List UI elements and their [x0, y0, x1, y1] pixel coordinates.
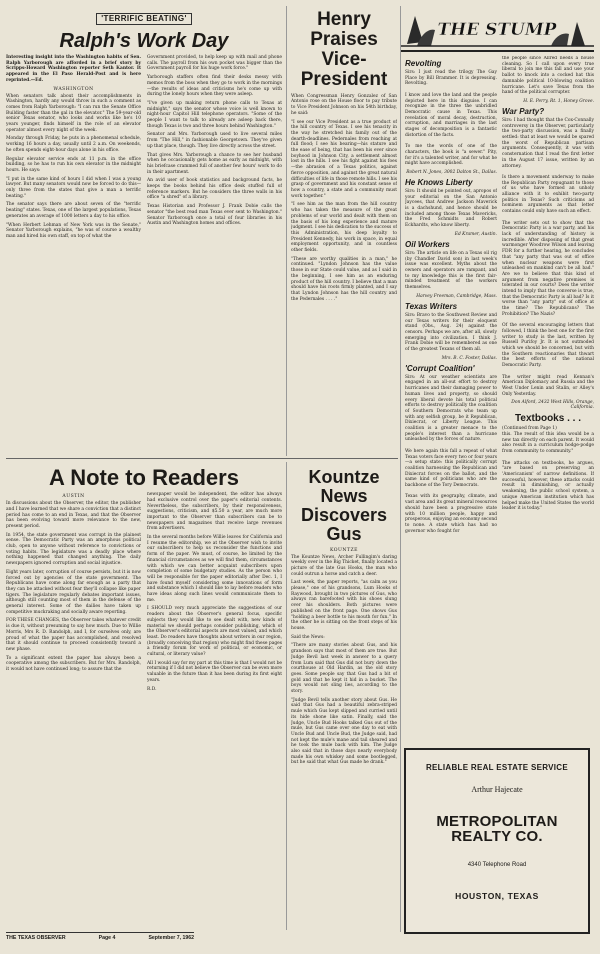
- letter-body: the people since Allred needs a house cleaning. So I call upon every true liberal to join me this fall and use your ballot to knock into a cocked hat this damnable political 10-blowing coalition hurricane. Let's save Texas from the hand of the political corrupter.: [502, 56, 594, 96]
- note-paragraph: I SHOULD very much appreciate the suggestions of our readers about the Observer's general focus, specific subjects they would like to see dealt with, new kinds of material we should perhaps consider publishing, which of the Observer's editorial aspects are most valued, and which least. Do readers have thoughts about writers in our region, (broadly conceiving that region) who might find these pages a friendly forum for work of political, or economic, or cultural, or literary value?: [147, 606, 282, 658]
- kountze-paragraph: Said the News:: [291, 634, 325, 640]
- ad-firm-name: METROPOLITAN REALTY CO.: [436, 813, 558, 845]
- footer-page-number: Page 4: [98, 935, 116, 941]
- note-paragraph: FOR THESE CHANGES, the Observer takes whatever credit is due it, without presuming to say how much. Due to Willie Morris, Mrs R. D. Randolph, and I, for ourselves only, are proud of what the paper has accomplished, and resolved that it should continue to proceed consistently toward a new phase.: [6, 618, 141, 652]
- stump-masthead: [401, 6, 594, 52]
- letter-heading: Oil Workers: [405, 239, 450, 249]
- note-paragraph: R.D.: [147, 686, 157, 692]
- letter-heading: 'Corrupt Coalition': [405, 363, 475, 373]
- ralph-paragraph: That gives Mrs. Yarborough a chance to see her husband when he occasionally gets home as early as midnight, with his briefcase crammed full of another few hours' work to do in their apartment.: [147, 152, 282, 175]
- letter-body: Sirs: The article on life on a Texas oil rig (by Chandler David son) in last week's issue was excellent. Myths about the owners and operators are rampant, and to my knowledge this is the first fair-minded treatment of the workers themselves.: [405, 250, 497, 291]
- stump-masthead-art: [401, 6, 594, 50]
- ralph-dateline: WASHINGTON: [53, 86, 94, 92]
- ralph-story: [6, 6, 282, 453]
- letter-heading: Revolting: [405, 59, 442, 68]
- letter-signature: Don Alford, 2432 West Hills, Orange, California.: [511, 400, 594, 411]
- ralph-paragraph: Senator and Mrs. Yarborough used to live several miles from "The Hill," in fashionable Georgetown. They've given up that place, though. They live directly across the street.: [147, 132, 282, 149]
- note-story: [6, 464, 282, 926]
- henry-paragraph: "I see him as the man from the hill country who has taken the measure of the great problems of our world and dealt with them on the basis of his long experience and mature judgment. I see his dedication to the success of this Administration, his deep loyalty to President Kennedy, his work in space, in equal employment opportunity, and in countless other fields.: [291, 202, 397, 254]
- kountze-paragraph: "Judge Bevil tells another story about Gus. He said that Gus had a beautiful zebra-striped mule which Gus kept slipped and curried until its hide shone like satin. Finally, said the Judge, Uncle Bud Hooks talked Gus out of the mule, but Gus came over one day to eat with Uncle Bud and Uncle Bud, the Judge said, had not kept the mule's mane and tail sheared and he took the mule back with him. The Judge also said that in those days nearly everybody made his own whiskey and some bootlegged, but he said that what Gus made he drank.": [291, 697, 397, 766]
- note-paragraph: newspaper would be independent, the editor has always had exclusive control over the paper's editorial contents. Nevertheless, the subscribers, by their responsiveness, suggestions, criticism, and $5.50 a year, are much more important to the Observer than subscribers can be to newspapers and magazines that receive large revenues from advertisers.: [147, 492, 282, 532]
- ralph-paragraph: Regular elevator service ends at 11 p.m. in the office building, so he has to run his own elevator in the midnight hours. He says:: [6, 156, 141, 173]
- letter-heading: Texas Writers: [405, 301, 458, 311]
- ralph-paragraph: When senators talk about their accomplishments in Washington, hardly any would throw in such a comment as comes from Ralph Yarborough: "I can run the Senate Office Building faster than the gal in the elevator." The 59-year-old senior Texas senator, who looks and works like he's 10 years younger, finds himself in the role of an elevator operator almost every night of the week.: [6, 93, 141, 133]
- ad-tagline: RELIABLE REAL ESTATE SERVICE: [425, 763, 569, 772]
- letter-signature: Mrs. B. C. Foster, Dallas.: [441, 355, 497, 361]
- letter-signature: Harvey Freeman, Cambridge, Mass.: [416, 293, 497, 299]
- henry-paragraph: "I see our Vice President as a true product of the hill country of Texas. I see his tenacity in the way he stretched his family out of the dearth-deadlines. Pedernales from reaching at full flood; I see his bearing—his stature and the ease of being, that has been his ever since boyhood in Johnson City, a settlement almost lost in the hills. I see his fight against his foes—the abrasion of a Texas politics, against fierce opposition, and against the great natural difficulties of life in those remote hills. I see his grasp of government and his constant sense of how a country, a state and a community must work together.": [291, 119, 397, 199]
- ralph-paragraph: Government provided, to help keep up with mail and phone calls. The payroll from his own pocket was bigger than the Government payroll for his huge work force.": [147, 55, 282, 72]
- letter-heading: War Party?: [502, 106, 545, 116]
- note-paragraph: Eight years later, corruption of course persists, but it is now forced out by agencies of the state government. The Republicans have come along far enough as a party that they can be attacked without fear they'll collapse like paper tigers. The legislature regularly debates important issues, although still counting most of them in the defense of the general interest. Some of the dailies have taken up competitive muckraking and socially aware reporting.: [6, 569, 141, 615]
- ralph-paragraph: Yarborough staffers often find their desks messy with memos from the boss when they go to work in the mornings—the results of ideas and criticisms he's come up with during the lonely hours when they were asleep.: [147, 75, 282, 98]
- ralph-kicker: 'TERRIFIC BEATING': [96, 13, 192, 25]
- letter-signature: H. E. Perry, Rt. 1, Honey Grove.: [523, 98, 594, 104]
- letter-body: Sirs: I had thought that the Cox-Connally controversy in the Observer, particularly the two-party discussion, was a finally settled: that at least we would be spared the worst of Republican partisan arguments. Consequently, it was with consternation that I read the first letter in the August 17 issue, written by an attorney. Is there a movement underway to make the Republican Party repugnant to those of us who have formed an unholy alliance with it to exhibit two-party politics in Texas? Such criticisms ad hominem arguments as that letter contains could only have such an effect. The writer sets out to show that the Democratic Party is a war party, and his lack of understanding of history is incredible. After disposing of that great warmonger Woodrow Wilson and leaving FDR for a further hearing, he concludes that "any party that was out of office when nuclear weapons were first unleashed on mankind can't be all bad." Are we to believe that this kind of argument from negative premises is tolerated in our courts? Does the writer intend to imply that the converse is true, that the Democratic Party is all bad? Is it worse than "any party" out of office at the time? The Republicans? The Prohibition? The Nazis? Of the several encouraging letters that followed, I think the best one for the first writer to study is the last, written by Russell Purifoy Jr. It is not outmoded which we should be concerned, but with the Southern reactionaries that thwart the best efforts of the national Democratic Party. The writer might read Kennan's American Diplomacy and Russia and the West Under Lenin and Stalin, or Alley's Only Yesterday.: [502, 117, 594, 397]
- note-headline: A Note to Readers: [49, 465, 239, 490]
- henry-story: [291, 10, 397, 453]
- note-column-1: [6, 492, 141, 695]
- letter-body: Sirs: I just read the trilogy The Gay Place by Bill Brammer. It is depressing. Revolting. I know and love the land and the people depicted here in this disguise. I can recognize in the three the unbridled Democratic cause in Texas. This revelation of moral decay, destruction, corruption, and marriages in the last stages of decomposition is a fantastic distortion of the facts. To me the words of one of the characters, the book is "a sewer." Pity, for it's a talented writer, and for what he might have accomplished.: [405, 70, 497, 167]
- footer-date: September 7, 1962: [148, 935, 194, 941]
- ralph-headline: Ralph's Work Day: [59, 30, 229, 52]
- note-dateline: AUSTIN: [62, 494, 85, 500]
- footer-paper-name: THE TEXAS OBSERVER: [6, 935, 66, 941]
- ralph-paragraph: Monday through Friday, he puts in a phenomenal schedule, working 16 hours a day, usually until 2 a.m. On weekends, he often spends eight-hour days alone in his office.: [6, 136, 141, 153]
- kountze-paragraph: The Kountze News, Archer Fullingim's daring weekly over in the Big Thicket, finally located a picture of the late Gus Hooks, the man who could outrun a horse and catch a deer.: [291, 554, 397, 577]
- letter-heading: Textbooks . . .: [515, 413, 581, 425]
- ralph-paragraph: "I put in the same kind of hours I did when I was a young lawyer. But many senators would now be forced to do this—only three from the states that give a man a terrific beating.": [6, 176, 141, 199]
- note-paragraph: In the several months before Willie leaves for California and I resume the editorship, we at the Observer wish to invite our subscribers to help us reconsider the functions and form of the paper. We must, of course, be limited by the financial circumstances as we will find them, circumstances with which we can better acquaint subscribers upon completion of some budgetary studies. As the person who will be responsible for the paper editorially after Dec. 1, I have found myself considering some innovations of form and substance which I should like to lay before readers who have ideas along such lines would communicate them to me.: [147, 535, 282, 603]
- note-column-2: [147, 492, 282, 695]
- henry-paragraph: When Congressman Henry Gonzalez of San Antonio rose on the House floor to pay tribute to Vice President Johnson on his 54th birthday, he said:: [291, 93, 397, 116]
- kountze-paragraph: "There are many stories about Gus, and his grandson says that most of them are true. But Judge Bevil last week in answer to a query from Lum said that Gus did not bury down the courthouse at Old Hardin, as the old story goes. Some people say that Gus had a bit of gold and that he kept it hid in a bucket. The boys would not sling lies, according to the story.: [291, 643, 397, 695]
- ad-address: 4340 Telephone Road: [467, 862, 527, 868]
- letter-signature: Ed Kramer, Austin.: [454, 231, 497, 237]
- henry-headline: Henry Praises Vice-President: [300, 10, 388, 90]
- letter-body: Sirs: At our weather scientists are engaged in an all-out effort to destroy hurricanes and their damaging power to human lives and property, so should every liberal devote his total political efforts to destroy politically the coalition of Southern Democrats who team up with any selfish group, be it Republican, Dixiecrat, or Liberty League. This coalition is a greater menace to the people's interest than a hurricane unleashed by the forces of nature. We here again this fall a repeat of what Texas voters face every two or four years—a setup state: this politically corrupt coalition harnessing the Republican and Dixiecrat forces on the ballot, and the same kind of politicians who are the backbone of the Tory Democrats. Texas with its geography, climate, and vast area and its great mineral resources should have been a progressive state with 10 million people, happy and prosperous, enjoying an economy second to none. A state which has had no governor who fought for: [405, 374, 497, 534]
- ralph-paragraph: "I've given up making return phone calls to Texas at midnight," says the senator whose voice is well known to night-hour Capitol Hill telephone operators. "Some of the people I want to talk to already are asleep back there, though Texas is two and three hours behind Washington.": [147, 100, 282, 129]
- ralph-paragraph: Texas Historian and Professor J. Frank Dobie calls the senator "the best read man Texas ever sent to Washington." Senator Yarborough once a total of four libraries in his Austin and Washington homes and offices.: [147, 204, 282, 227]
- letter-heading: He Knows Liberty: [405, 177, 473, 187]
- ad-city: HOUSTON, TEXAS: [455, 891, 539, 901]
- kountze-story: [291, 468, 397, 930]
- note-paragraph: In 1954, the state government was corrupt in the plainest sense. The Democratic Party was an amorphous political club, open to anyone without reference to convictions or voting habits. The legislature was a deadly place where nothing happened that changed anything. The daily newspapers ignored corruption and social injustice.: [6, 532, 141, 567]
- letter-signature: Robert N. Jones, 3002 Dalton St., Dallas.: [406, 169, 497, 175]
- newspaper-page: [6, 6, 594, 948]
- letter-body: Sirs: It should be pointed out, apropos of your editorial on the San Antonio Jaycees, that Andrew Jackson Maverick is a dachshund, and hence should be included among those Texas Mavericks, the Fred Schmidts and Robert Eckhardts, who know liberty.: [405, 188, 497, 229]
- ralph-paragraph: "When Herbert Lehman of New York was in the Senate," Senator Yarborough explains, "he was of course a wealthy man and hired his own staff, on top of what the: [6, 222, 141, 239]
- ralph-column-2: [147, 55, 282, 243]
- letter-body: (Continued from Page 1) this. The result of this idea would be a new tax directly on each parent. It would also result in a curriculum hodge-podge from community to community." The attacks on textbooks, he argues, "are based on preserving an 'Americanism' of narrow definitions. If successful, however, these attacks could result in diminishing, or actually weakening, the public school system, a unique American institution which has helped make the United States the world leader it is today.": [502, 426, 594, 512]
- stump-column-1: [405, 56, 497, 746]
- stump-column-2: [502, 56, 594, 746]
- ralph-column-1: [6, 55, 141, 243]
- realty-advertisement: [404, 748, 590, 934]
- note-paragraph: All I would say for my part at this time is that I would not be returning if I did not believe the Observer can be even more valuable in the future than it has been during its first eight years.: [147, 660, 282, 683]
- ralph-paragraph: The senator says there are about seven of the "terrific beating" states. Texas, one of the largest populations, Texas generates an average of 1000 letters a day to his office.: [6, 202, 141, 219]
- page-footer: [6, 932, 194, 942]
- kountze-paragraph: Last week, the paper reports, "as calm as you please," one of his grandsons, Lum Hooks of Raywood, brought in two pictures of Gus, who always ran barefooted with his shoes slung over his shoulders. Both pictures were published on the front page. One shows Gus "holding a beer bottle to his mouth for fun." In the other he is sitting on the front steps of his house.: [291, 580, 397, 631]
- letter-body: Sirs: Bravo to the Southwest Review and our Texas writers for their eloquent stand (Obs., Aug. 24) against the censors. Perhaps we are, after all, slowly emerging into civilization. I think J. Frank Dobie will be remembered as one of the greatest Texans of them all.: [405, 312, 497, 353]
- ralph-intro: Interesting insight into the Washington habits of Sen. Ralph Yarborough are afforded in a brief story by Scripps-Howard Washington reporter Seth Kantor. It appeared in the El Paso Herald-Post and is here reprinted.—Ed.: [6, 55, 141, 83]
- henry-paragraph: "These are worthy qualities in a man," he continued. "Lyndon Johnson has the value those in our State could value, and as I said in the beginning, I see him as an enduring product of the hill country. I believe that a man should have his roots firmly planted, and I say that Lyndon Johnson has the hill country and the Pedernales . . . .": [291, 256, 397, 302]
- note-paragraph: In discussions about the Observer, the editor, the publisher and I have learned that we share a conviction that a distinct period has come to an end in Texas, and that the Observer has been evolving toward more relevance to the new, present period.: [6, 501, 141, 529]
- stump-title: THE STUMP: [437, 20, 557, 40]
- kountze-dateline: KOUNTZE: [329, 547, 359, 553]
- ad-agent-name: Arthur Hajecate: [471, 785, 523, 794]
- ralph-paragraph: An avid user of book statistics and background facts, he keeps the books behind his office desk stuffed full of reference markers. But he considers the three walls in his office "a shred" of a library.: [147, 178, 282, 201]
- note-paragraph: To a significant extent the paper has always been a cooperative among the subscribers. But for Mrs. Randolph, it would not have continued long; to assure that the: [6, 655, 141, 673]
- kountze-headline: Kountze News Discovers Gus: [300, 468, 388, 544]
